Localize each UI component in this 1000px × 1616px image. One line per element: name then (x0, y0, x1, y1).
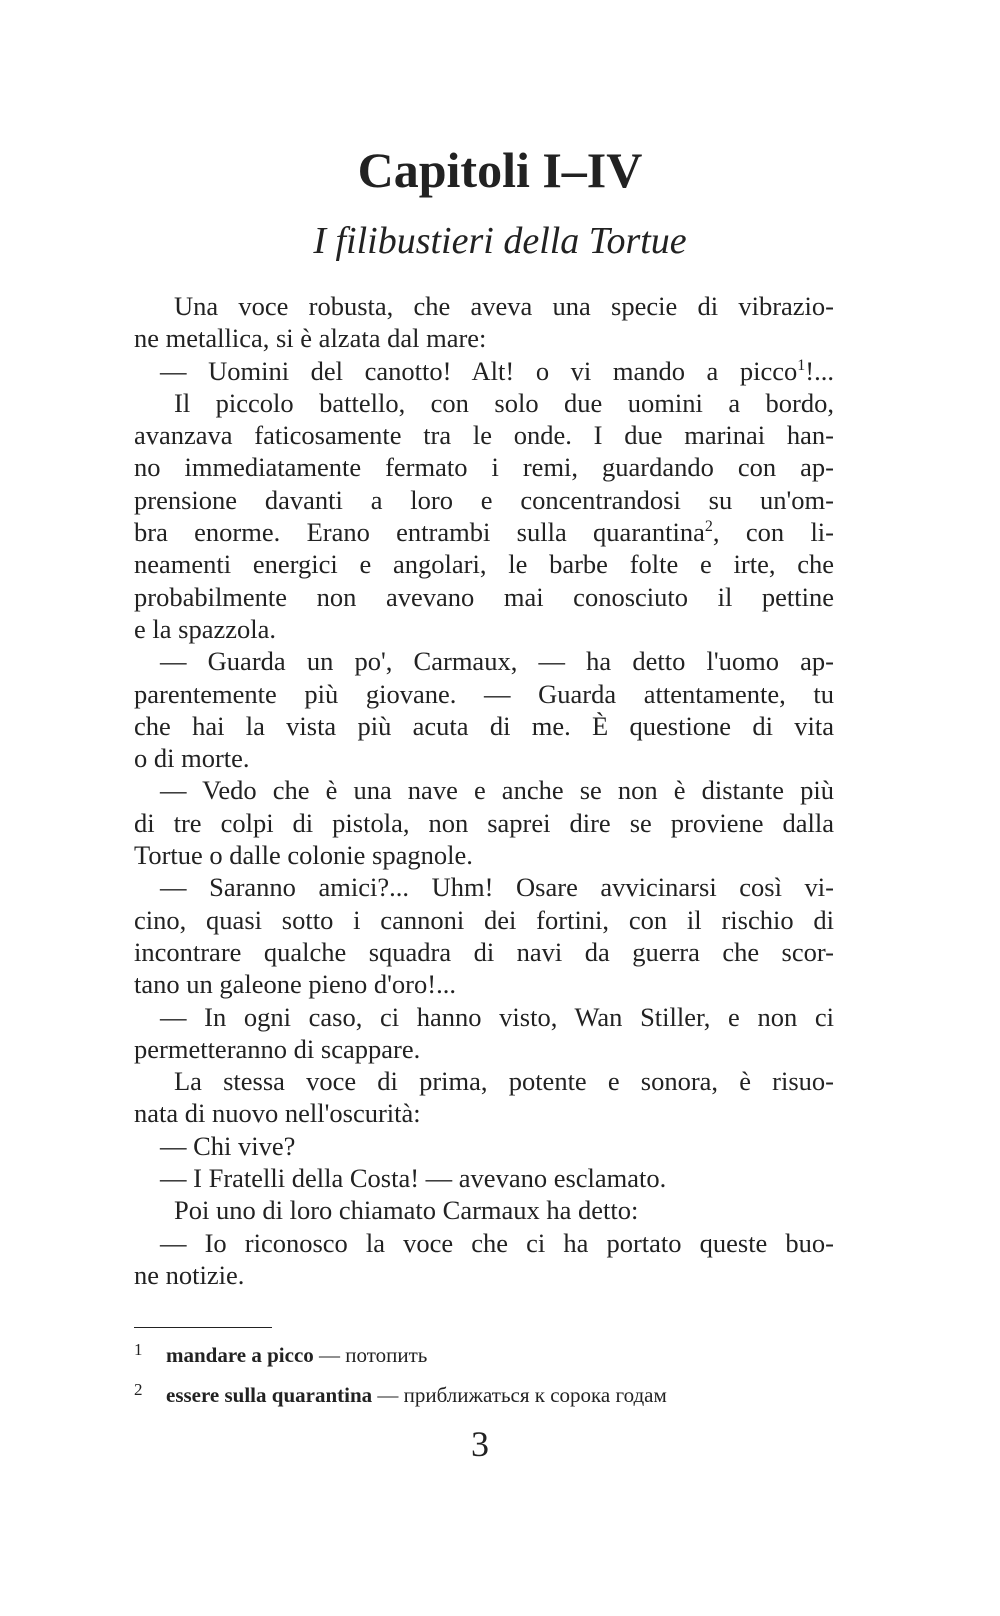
text-line-content: avanzava faticosamente tra le onde. I due marinai han- (134, 420, 834, 451)
text-line (134, 387, 834, 419)
page-number: 3 (471, 1424, 489, 1464)
text-line (134, 419, 834, 451)
text-line (134, 1259, 834, 1291)
text-line-content: che hai la vista più acuta di me. È questione di vita (134, 710, 834, 741)
text-line (134, 581, 834, 613)
text-line-content: — Io riconosco la voce che ci ha portato queste buo- (160, 1227, 834, 1258)
chapter-subtitle: I filibustieri della Tortue (313, 220, 687, 262)
chapter-title: Capitoli I–IV (357, 142, 643, 198)
text-line-content: — Guarda un po', Carmaux, — ha detto l'uomo ap- (160, 646, 834, 677)
text-line (134, 742, 834, 774)
text-line (134, 904, 834, 936)
text-line-content: probabilmente non avevano mai conosciuto il pettine (134, 581, 834, 612)
text-line-content: prensione davanti a loro e concentrandosi su un'om- (134, 484, 834, 515)
text-line-content: , con li- (712, 517, 834, 548)
text-line-content: ne notizie. (134, 1259, 245, 1290)
text-line (134, 1001, 834, 1033)
text-line (134, 1162, 834, 1194)
footnote-number: 1 (134, 1340, 143, 1359)
text-line (134, 1065, 834, 1097)
text-line (134, 710, 834, 742)
text-line-content: — I Fratelli della Costa! — avevano esclamato. (160, 1163, 667, 1194)
text-line-content: permetteranno di scappare. (134, 1033, 421, 1064)
text-line (134, 1033, 834, 1065)
text-line (134, 871, 834, 903)
text-line-content: e la spazzola. (134, 613, 276, 644)
footnote-marker: 1 (797, 356, 806, 374)
text-line-content: !... (805, 355, 834, 386)
text-line (134, 839, 834, 871)
footnote-term: mandare a picco (166, 1343, 314, 1367)
text-line-content: — In ogni caso, ci hanno visto, Wan Stiller, e non ci (160, 1001, 834, 1032)
text-line (134, 484, 834, 516)
text-line (134, 322, 834, 354)
text-line-content: Una voce robusta, che aveva una specie di vibrazio- (174, 291, 834, 321)
text-line (134, 645, 834, 677)
footnote-text (166, 1335, 427, 1375)
text-line-content: parentemente più giovane. — Guarda attentamente, tu (134, 678, 834, 709)
text-line (134, 548, 834, 580)
text-line (134, 613, 834, 645)
footnote (134, 1335, 854, 1375)
text-line-content: cino, quasi sotto i cannoni dei fortini, con il rischio di (134, 904, 834, 935)
text-line-content: no immediatamente fermato i remi, guardando con ap- (134, 452, 834, 483)
footnote-divider (134, 1327, 272, 1328)
text-line (134, 1097, 834, 1129)
text-line (134, 936, 834, 968)
text-line (134, 1130, 834, 1162)
text-line-content: — Saranno amici?... Uhm! Osare avvicinarsi così vi- (160, 872, 834, 903)
text-line (134, 451, 834, 483)
text-line (134, 774, 834, 806)
text-line-content: nata di nuovo nell'oscurità: (134, 1098, 421, 1129)
text-line-content: o di morte. (134, 743, 250, 774)
text-line-content: tano un galeone pieno d'oro!... (134, 969, 456, 1000)
text-line (134, 968, 834, 1000)
footnote-definition: — потопить (313, 1343, 428, 1367)
text-line-content: ne metallica, si è alzata dal mare: (134, 323, 487, 354)
footnote-marker: 2 (704, 518, 713, 536)
text-line-content: — Uomini del canotto! Alt! o vi mando a picco (160, 355, 798, 386)
text-line-content: bra enorme. Erano entrambi sulla quarantina (134, 517, 705, 548)
body-text (134, 290, 834, 1291)
text-line-content: — Vedo che è una nave e anche se non è distante più (160, 775, 834, 806)
footnote-term: essere sulla quarantina (166, 1383, 373, 1407)
text-line-content: Tortue o dalle colonie spagnole. (134, 840, 473, 871)
text-line (134, 290, 834, 322)
text-line-content: La stessa voce di prima, potente e sonora, è risuo- (174, 1066, 834, 1097)
text-line (134, 355, 834, 387)
text-line (134, 1227, 834, 1259)
footnotes (134, 1335, 854, 1415)
text-line-content: neamenti energici e angolari, le barbe folte e irte, che (134, 549, 834, 580)
text-line-content: di tre colpi di pistola, non saprei dire se proviene dalla (134, 807, 834, 838)
text-line (134, 516, 834, 548)
footnote-definition: — приближаться к сорока годам (372, 1383, 667, 1407)
footnote-text (166, 1375, 667, 1415)
footnote-number: 2 (134, 1380, 143, 1399)
text-line (134, 1194, 834, 1226)
footnote (134, 1375, 854, 1415)
text-line-content: Il piccolo battello, con solo due uomini a bordo, (174, 387, 834, 418)
text-line-content: incontrare qualche squadra di navi da guerra che scor- (134, 936, 834, 967)
text-line-content: Poi uno di loro chiamato Carmaux ha detto: (174, 1195, 639, 1226)
text-line (134, 807, 834, 839)
text-line-content: — Chi vive? (160, 1130, 296, 1161)
text-line (134, 678, 834, 710)
